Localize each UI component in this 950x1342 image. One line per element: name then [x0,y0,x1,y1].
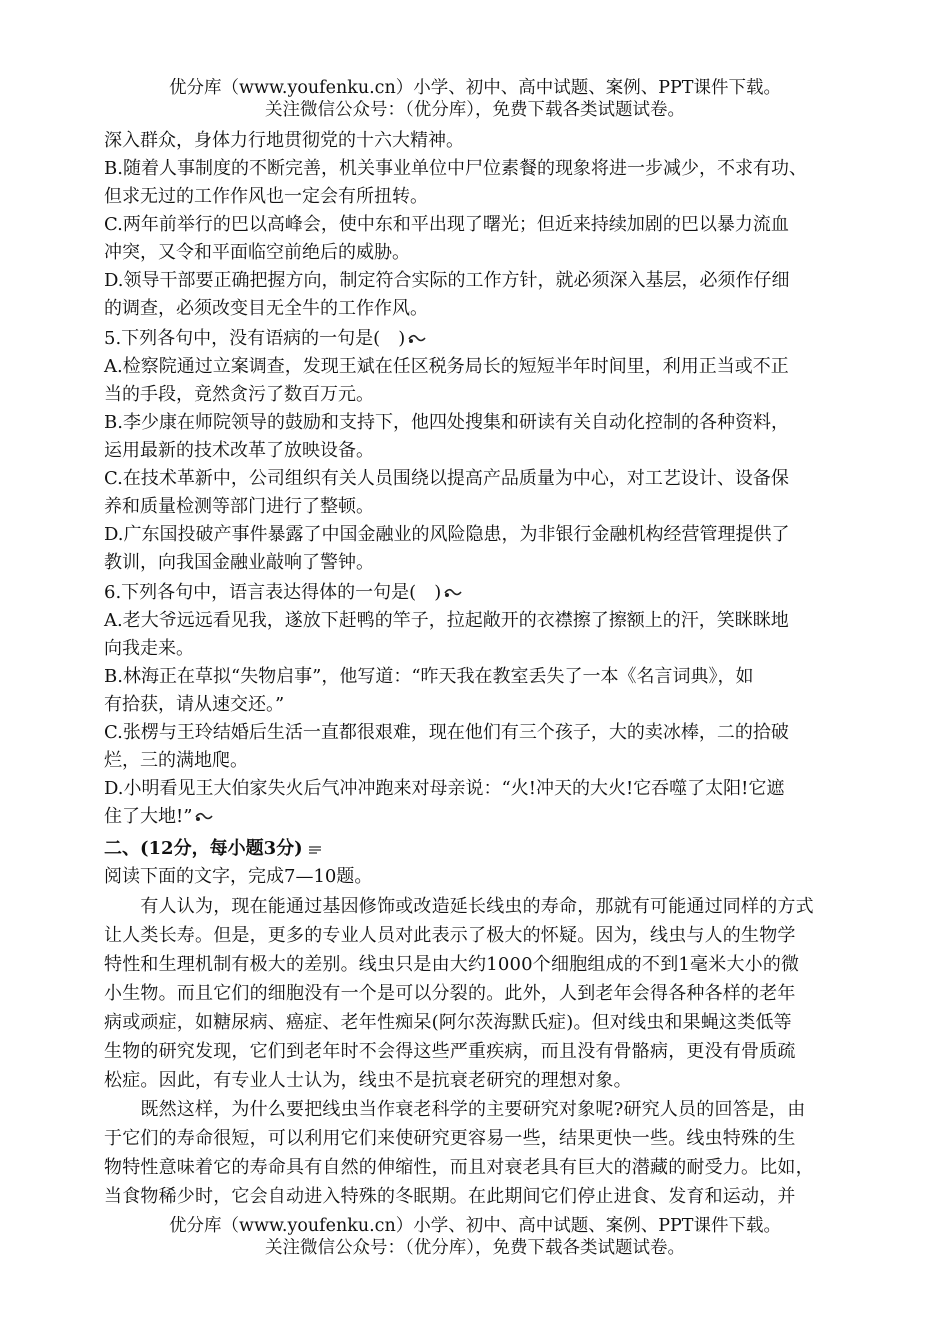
option-c-line: C.张楞与王玲结婚后生活一直都很艰难，现在他们有三个孩子，大的卖冰棒，二的拾破 [104,722,789,743]
passage-line: 当食物稀少时，它会自动进入特殊的冬眠期。在此期间它们停止进食、发育和运动，并 [104,1186,796,1207]
option-c-line: C.两年前举行的巴以高峰会，使中东和平出现了曙光；但近来持续加剧的巴以暴力流血 [104,214,789,235]
passage-line: 既然这样，为什么要把线虫当作衰老科学的主要研究对象呢?研究人员的回答是，由 [104,1099,806,1120]
header-line-1: 优分库（www.youfenku.cn）小学、初中、高中试题、案例、PPT课件下载。 [169,78,781,98]
text-line: 养和质量检测等部门进行了整顿。 [104,496,374,517]
text-line: 深入群众，身体力行地贯彻党的十六大精神。 [104,130,464,151]
text-line: 冲突，又令和平面临空前绝后的威胁。 [104,242,410,263]
text-line-end [104,803,214,831]
text-line: 的调查，必须改变目无全牛的工作作风。 [104,298,428,319]
question-5-row [104,325,427,353]
option-b-line: B.随着人事制度的不断完善，机关事业单位中尸位素餐的现象将进一步减少，不求有功、 [104,158,807,179]
passage-line: 于它们的寿命很短，可以利用它们来使研究更容易一些，结果更快一些。线虫特殊的生 [104,1128,796,1149]
passage-line: 小生物。而且它们的细胞没有一个是可以分裂的。此外，人到老年会得各种各样的老年 [104,983,796,1004]
section-instruction: 阅读下面的文字，完成7—10题。 [104,866,373,887]
passage-line: 生物的研究发现，它们到老年时不会得这些严重疾病，而且没有骨骼病，更没有骨质疏 [104,1041,796,1062]
passage-line: 有人认为，现在能通过基因修饰或改造延长线虫的寿命，那就有可能通过同样的方式 [104,896,814,917]
option-d-line: D.广东国投破产事件暴露了中国金融业的风险隐患，为非银行金融机构经营管理提供了 [104,524,790,545]
text-line: 运用最新的技术改革了放映设备。 [104,440,374,461]
text-line: 教训，向我国金融业敲响了警钟。 [104,552,374,573]
text-line: 当的手段，竟然贪污了数百万元。 [104,384,374,405]
footer-line-2: 关注微信公众号：（优分库），免费下载各类试题试卷。 [265,1238,685,1258]
ink-mark-icon [194,810,214,824]
section-heading: 二、(12分，每小题3分) [104,838,303,859]
text-line: 住了大地!” [104,806,193,827]
passage-line: 让人类长寿。但是，更多的专业人员对此表示了极大的怀疑。因为，线虫与人的生物学 [104,925,796,946]
question-6: 6.下列各句中，语言表达得体的一句是( ) [104,582,442,603]
option-d-line: D.小明看见王大伯家失火后气冲冲跑来对母亲说：“火!冲天的大火!它吞噬了太阳!它遮 [104,778,785,799]
ink-mark-icon [443,586,463,600]
text-line: 但求无过的工作作风也一定会有所扭转。 [104,186,428,207]
option-b-line: B.林海正在草拟“失物启事”，他写道：“昨天我在教室丢失了一本《名言词典》，如 [104,666,754,687]
footer-line-1: 优分库（www.youfenku.cn）小学、初中、高中试题、案例、PPT课件下载。 [169,1216,781,1236]
passage-line: 特性和生理机制有极大的差别。线虫只是由大约1000个细胞组成的不到1毫米大小的微 [104,954,800,975]
header-line-2: 关注微信公众号：（优分库），免费下载各类试题试卷。 [265,100,685,120]
option-a-line: A.检察院通过立案调查，发现王斌在任区税务局长的短短半年时间里，利用正当或不正 [104,356,789,377]
paragraph-mark-icon [305,842,325,856]
passage-line: 物特性意味着它的寿命具有自然的伸缩性，而且对衰老具有巨大的潜藏的耐受力。比如， [104,1157,814,1178]
option-a-line: A.老大爷远远看见我，遂放下赶鸭的竿子，拉起敞开的衣襟擦了擦额上的汗，笑眯眯地 [104,610,789,631]
text-line: 烂，三的满地爬。 [104,750,248,771]
passage-line: 病或顽症，如糖尿病、癌症、老年性痴呆(阿尔茨海默氏症)。但对线虫和果蝇这类低等 [104,1012,792,1033]
passage-line: 松症。因此，有专业人士认为，线虫不是抗衰老研究的理想对象。 [104,1070,632,1091]
section-heading-row [104,835,325,863]
text-line: 向我走来。 [104,638,194,659]
question-5: 5.下列各句中，没有语病的一句是( ) [104,328,406,349]
ink-mark-icon [407,332,427,346]
option-b-line: B.李少康在师院领导的鼓励和支持下，他四处搜集和研读有关自动化控制的各种资料， [104,412,789,433]
text-line: 有拾获，请从速交还。” [104,694,285,715]
option-c-line: C.在技术革新中，公司组织有关人员围绕以提高产品质量为中心，对工艺设计、设备保 [104,468,789,489]
option-d-line: D.领导干部要正确把握方向，制定符合实际的工作方针，就必须深入基层，必须作仔细 [104,270,790,291]
question-6-row [104,579,463,607]
